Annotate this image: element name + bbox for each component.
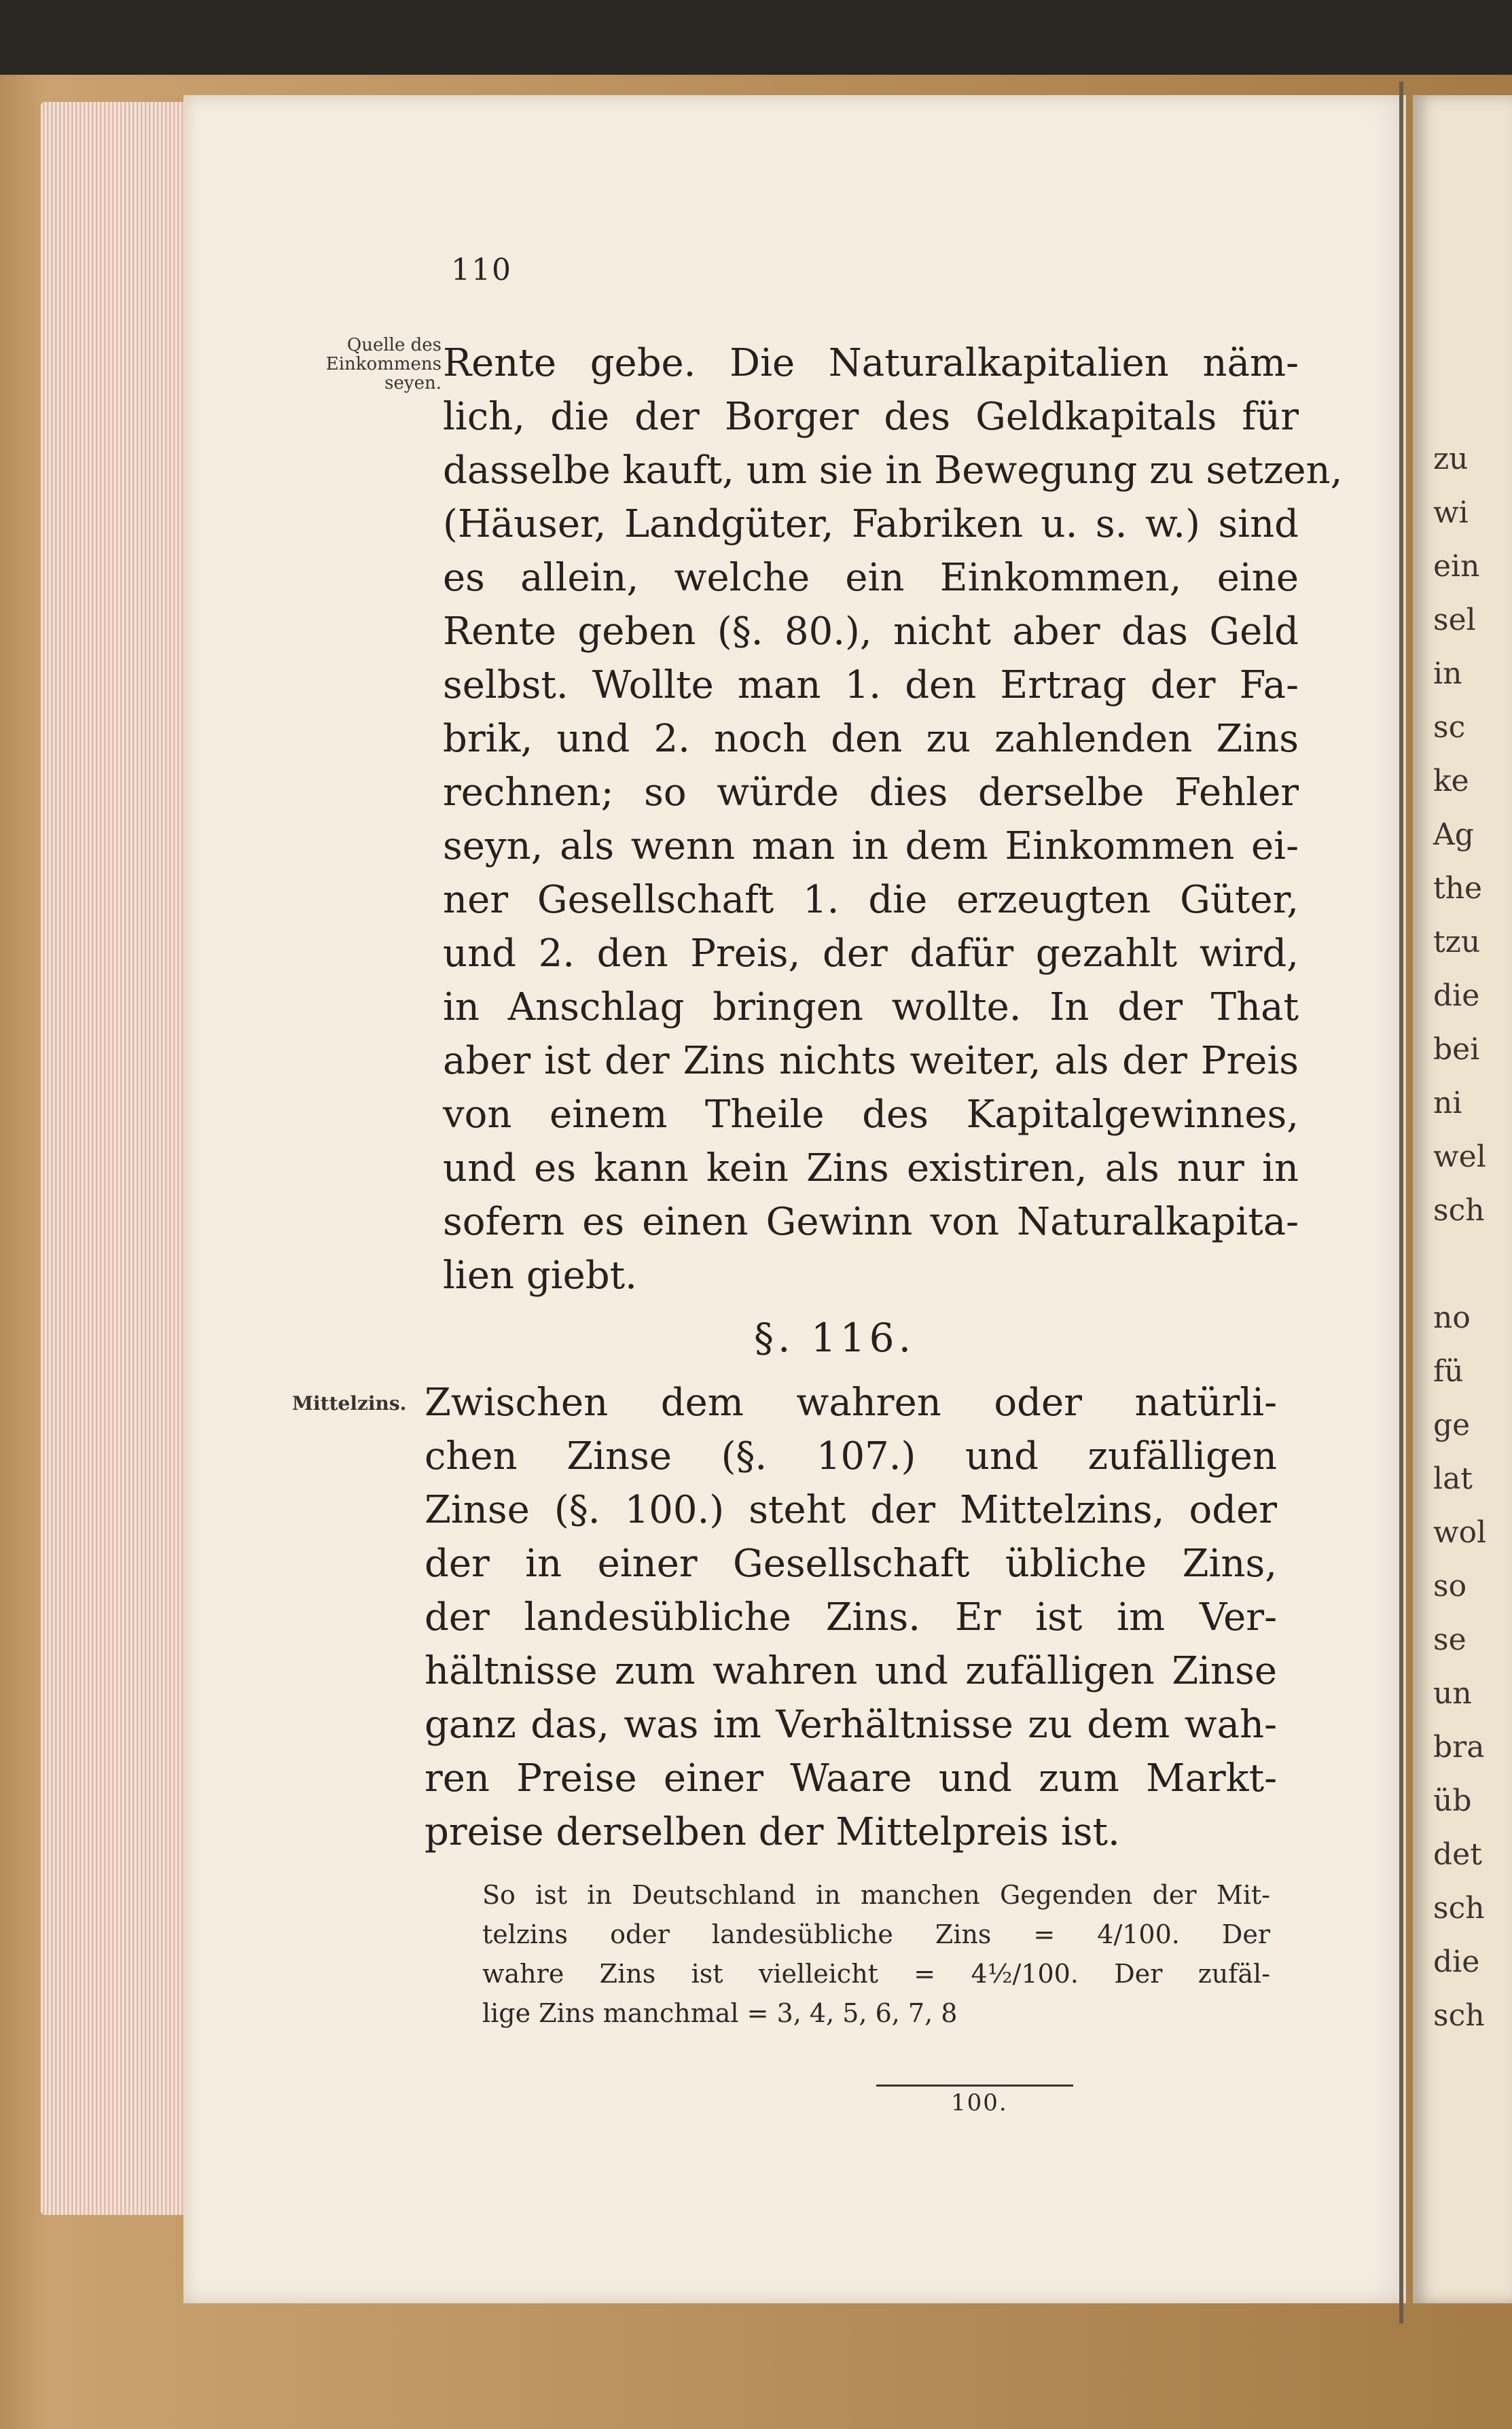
facing-page-fragment: sch: [1433, 1891, 1485, 1926]
page-number: 110: [451, 253, 512, 287]
facing-page-fragment: wi: [1433, 495, 1469, 530]
facing-page-fragment: sel: [1433, 603, 1476, 637]
text-line: Rente gebe. Die Naturalkapitalien näm-: [443, 341, 1299, 385]
book-gutter: [1399, 82, 1403, 2324]
facing-page: [1413, 95, 1512, 2303]
facing-page-fragment: ge: [1433, 1408, 1471, 1442]
text-line: (Häuser, Landgüter, Fabriken u. s. w.) sind: [443, 502, 1299, 546]
text-line: lien giebt.: [443, 1254, 637, 1298]
text-line: rechnen; so würde dies derselbe Fehler: [443, 770, 1299, 815]
facing-page-fragment: lat: [1433, 1461, 1473, 1496]
margin-note-source: [299, 336, 442, 393]
margin-note-mittelzins: [292, 1392, 407, 1415]
text-line: von einem Theile des Kapitalgewinnes,: [443, 1093, 1299, 1137]
facing-page-fragment: üb: [1433, 1784, 1472, 1818]
facing-page-fragment: sch: [1433, 1193, 1485, 1228]
text-line: preise derselben der Mittelpreis ist.: [425, 1810, 1120, 1854]
text-line: der landesübliche Zins. Er ist im Ver-: [425, 1595, 1277, 1639]
facing-page-fragment: fü: [1433, 1354, 1464, 1389]
text-line: telzins oder landesübliche Zins = 4/100. Der: [482, 1919, 1270, 1949]
text-line: Zinse (§. 100.) steht der Mittelzins, oder: [425, 1488, 1277, 1532]
facing-page-fragment: ke: [1433, 764, 1469, 798]
facing-page-fragment: zu: [1433, 442, 1469, 476]
text-line: wahre Zins ist vielleicht = 4½/100. Der zufäl-: [482, 1959, 1270, 1989]
text-line: selbst. Wollte man 1. den Ertrag der Fa-: [443, 663, 1299, 707]
facing-page-fragment: in: [1433, 656, 1462, 691]
facing-page-fragment: se: [1433, 1623, 1466, 1657]
margin-note-line: Mittelzins.: [292, 1392, 407, 1415]
footnote-denominator: 100.: [951, 2089, 1008, 2116]
text-line: brik, und 2. noch den zu zahlenden Zins: [443, 717, 1299, 761]
text-line: seyn, als wenn man in dem Einkommen ei-: [443, 824, 1299, 868]
text-line: Zwischen dem wahren oder natürli-: [425, 1381, 1277, 1425]
facing-page-fragment: un: [1433, 1676, 1472, 1711]
text-line: hältnisse zum wahren und zufälligen Zinse: [425, 1649, 1277, 1693]
facing-page-fragment: the: [1433, 871, 1483, 906]
section-heading: §. 116.: [754, 1315, 916, 1361]
text-line: dasselbe kauft, um sie in Bewegung zu setzen,: [443, 448, 1343, 493]
margin-note-line: seyen.: [384, 373, 442, 393]
paragraph-2: [425, 1376, 1277, 1859]
text-line: Rente geben (§. 80.), nicht aber das Geld: [443, 609, 1299, 654]
facing-page-fragment: tzu: [1433, 925, 1481, 959]
text-line: ganz das, was im Verhältnisse zu dem wah-: [425, 1703, 1277, 1747]
text-line: lich, die der Borger des Geldkapitals für: [443, 395, 1299, 439]
facing-page-fragment: bei: [1433, 1032, 1480, 1067]
text-line: es allein, welche ein Einkommen, eine: [443, 556, 1299, 600]
text-line: lige Zins manchmal = 3, 4, 5, 6, 7, 8: [482, 1998, 958, 2028]
facing-page-fragment: die: [1433, 1945, 1480, 1979]
facing-page-fragment: sch: [1433, 1998, 1485, 2033]
text-line: der in einer Gesellschaft übliche Zins,: [425, 1542, 1277, 1586]
text-line: und 2. den Preis, der dafür gezahlt wird,: [443, 932, 1299, 976]
text-line: ren Preise einer Waare und zum Markt-: [425, 1756, 1277, 1801]
text-line: So ist in Deutschland in manchen Gegenden der Mit-: [482, 1880, 1270, 1910]
facing-page-fragment: no: [1433, 1300, 1471, 1335]
margin-note-line: Einkommens: [325, 354, 442, 374]
text-line: in Anschlag bringen wollte. In der That: [443, 985, 1299, 1029]
paragraph-1: [443, 336, 1343, 1302]
facing-page-fragment: wel: [1433, 1139, 1486, 1174]
margin-note-line: Quelle des: [346, 335, 442, 355]
text-line: chen Zinse (§. 107.) und zufälligen: [425, 1434, 1277, 1478]
text-line: sofern es einen Gewinn von Naturalkapita-: [443, 1200, 1299, 1244]
facing-page-fragment: det: [1433, 1837, 1482, 1872]
footnote: [482, 1875, 1270, 2033]
facing-page-fragment: so: [1433, 1569, 1467, 1603]
text-line: aber ist der Zins nichts weiter, als der Preis: [443, 1039, 1299, 1083]
facing-page-fragment: bra: [1433, 1730, 1485, 1765]
facing-page-fragment: Ag: [1433, 817, 1474, 852]
text-line: und es kann kein Zins existiren, als nur in: [443, 1146, 1299, 1190]
facing-page-fragment: ni: [1433, 1086, 1462, 1120]
facing-page-fragment: sc: [1433, 710, 1466, 745]
facing-page-fragment: ein: [1433, 549, 1480, 584]
facing-page-fragment: die: [1433, 978, 1480, 1013]
text-line: ner Gesellschaft 1. die erzeugten Güter,: [443, 878, 1299, 922]
footnote-fraction-rule: [876, 2085, 1073, 2087]
facing-page-fragment: wol: [1433, 1515, 1487, 1550]
page-edges: [41, 102, 204, 2215]
